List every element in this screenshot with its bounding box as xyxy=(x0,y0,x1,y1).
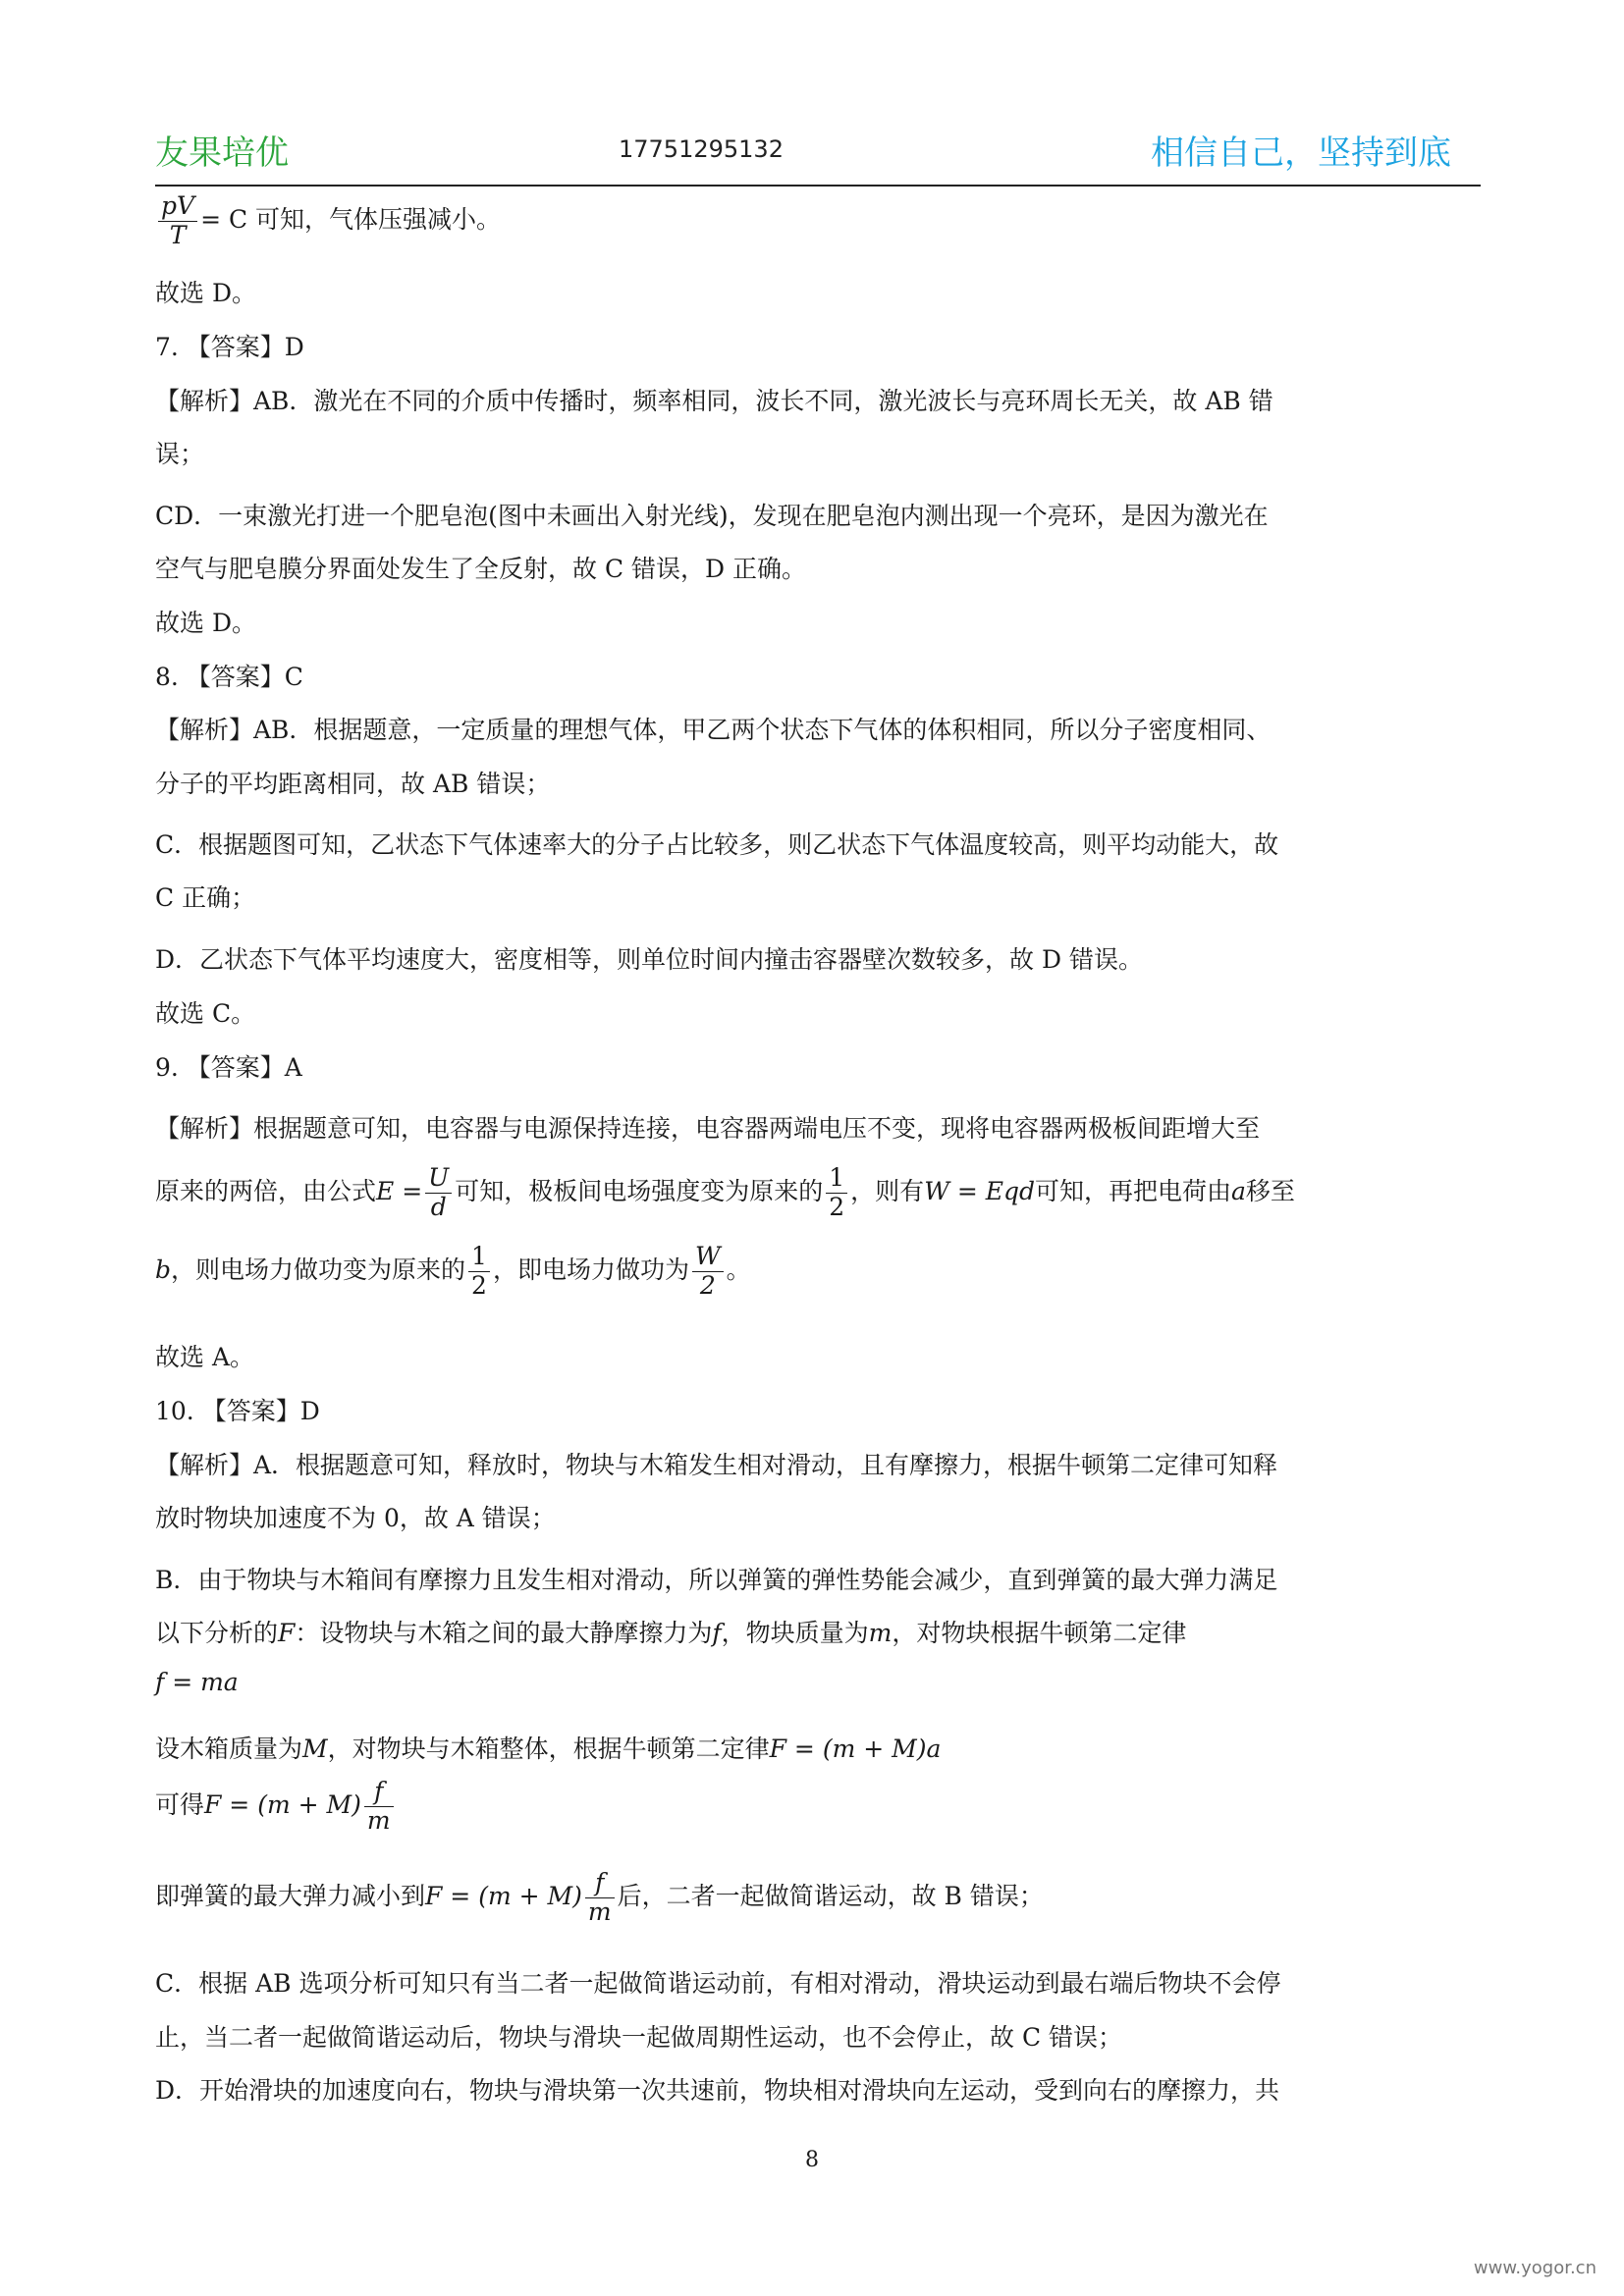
text-line: 【解析】根据题意可知，电容器与电源保持连接，电容器两端电压不变，现将电容器两极板间距增大至 xyxy=(155,1114,1261,1143)
fraction: $\frac{1}{2}$ xyxy=(468,1243,490,1301)
text-line: D．乙状态下气体平均速度大，密度相等，则单位时间内撞击容器壁次数较多，故 D 错误。 xyxy=(155,945,1143,974)
watermark: www.yogor.cn xyxy=(1473,2258,1597,2278)
text-line: b，则电场力做功变为原来的 $\frac{1}{2}$ ，即电场力做功为 $\frac{W}{2}$ 。 xyxy=(155,1242,751,1300)
text-line: 【解析】AB．激光在不同的介质中传播时，频率相同，波长不同，激光波长与亮环周长无关，故 AB 错 xyxy=(155,387,1273,415)
text-line: 分子的平均距离相同，故 AB 错误； xyxy=(155,770,551,798)
answer-line: 9. 【答案】A xyxy=(155,1053,302,1082)
fraction: $\frac{f}{m}$ xyxy=(364,1778,394,1836)
text-line: CD．一束激光打进一个肥皂泡(图中未画出入射光线)，发现在肥皂泡内测出现一个亮环，是因为激光在 xyxy=(155,502,1269,530)
text-line: C 正确； xyxy=(155,883,256,912)
fraction: $\frac{pV}{T}$ xyxy=(158,192,197,250)
text-line: C．根据 AB 选项分析可知只有当二者一起做简谐运动前，有相对滑动，滑块运动到最右端后物块不会停 xyxy=(155,1969,1281,1998)
page-number: 8 xyxy=(805,2148,819,2172)
text-line: 设木箱质量为M，对物块与木箱整体，根据牛顿第二定律F = (m + M)a xyxy=(155,1735,942,1763)
text-line: 故选 D。 xyxy=(155,609,256,637)
page-header xyxy=(155,126,1481,187)
text-line: 【解析】A．根据题意可知，释放时，物块与木箱发生相对滑动，且有摩擦力，根据牛顿第二定律可知释 xyxy=(155,1451,1278,1479)
text-line: B．由于物块与木箱间有摩擦力且发生相对滑动，所以弹簧的弹性势能会减少，直到弹簧的最大弹力满足 xyxy=(155,1566,1278,1594)
text-line: 放时物块加速度不为 0，故 A 错误； xyxy=(155,1504,556,1532)
text-line: 以下分析的F：设物块与木箱之间的最大静摩擦力为f，物块质量为m，对物块根据牛顿第二定律 xyxy=(155,1619,1187,1647)
text-line: 故选 D。 xyxy=(155,279,256,307)
equation-line: f = ma xyxy=(155,1668,239,1696)
text-line: 故选 A。 xyxy=(155,1343,255,1371)
text-line: 故选 C。 xyxy=(155,999,256,1028)
text-line: 原来的两倍，由公式E = $\frac{U}{d}$ 可知，极板间电场强度变为原来的 $\frac{1}{2}$ ，则有W = Eqd可知，再把电荷由a移至 xyxy=(155,1163,1295,1221)
slogan: 相信自己，坚持到底 xyxy=(1151,133,1451,173)
text-line: 即弹簧的最大弹力减小到F = (m + M) $\frac{f}{m}$ 后，二者一起做简谐运动，故 B 错误； xyxy=(155,1868,1044,1926)
fraction: $\frac{W}{2}$ xyxy=(692,1243,724,1301)
text-line: $\frac{pV}{T}$ = C 可知，气体压强减小。 xyxy=(155,192,501,250)
answer-line: 10. 【答案】D xyxy=(155,1397,320,1425)
answer-line: 8. 【答案】C xyxy=(155,663,303,691)
brand-name: 友果培优 xyxy=(155,133,289,173)
text-line: D．开始滑块的加速度向右，物块与滑块第一次共速前，物块相对滑块向左运动，受到向右的摩擦力，共 xyxy=(155,2076,1280,2105)
text-line: 误； xyxy=(155,440,205,468)
text-line: 【解析】AB．根据题意，一定质量的理想气体，甲乙两个状态下气体的体积相同，所以分子密度相同、 xyxy=(155,716,1272,744)
phone-number: 17751295132 xyxy=(619,135,784,163)
text-line: C．根据题图可知，乙状态下气体速率大的分子占比较多，则乙状态下气体温度较高，则平均动能大，故 xyxy=(155,830,1279,859)
fraction: $\frac{U}{d}$ xyxy=(425,1164,452,1222)
text-line: 可得F = (m + M) $\frac{f}{m}$ xyxy=(155,1778,397,1836)
text-line: 止，当二者一起做简谐运动后，物块与滑块一起做周期性运动，也不会停止，故 C 错误； xyxy=(155,2023,1123,2052)
fraction: $\frac{f}{m}$ xyxy=(585,1869,615,1927)
answer-line: 7. 【答案】D xyxy=(155,333,304,361)
text-line: 空气与肥皂膜分界面处发生了全反射，故 C 错误，D 正确。 xyxy=(155,555,807,583)
fraction: $\frac{1}{2}$ xyxy=(826,1164,847,1222)
